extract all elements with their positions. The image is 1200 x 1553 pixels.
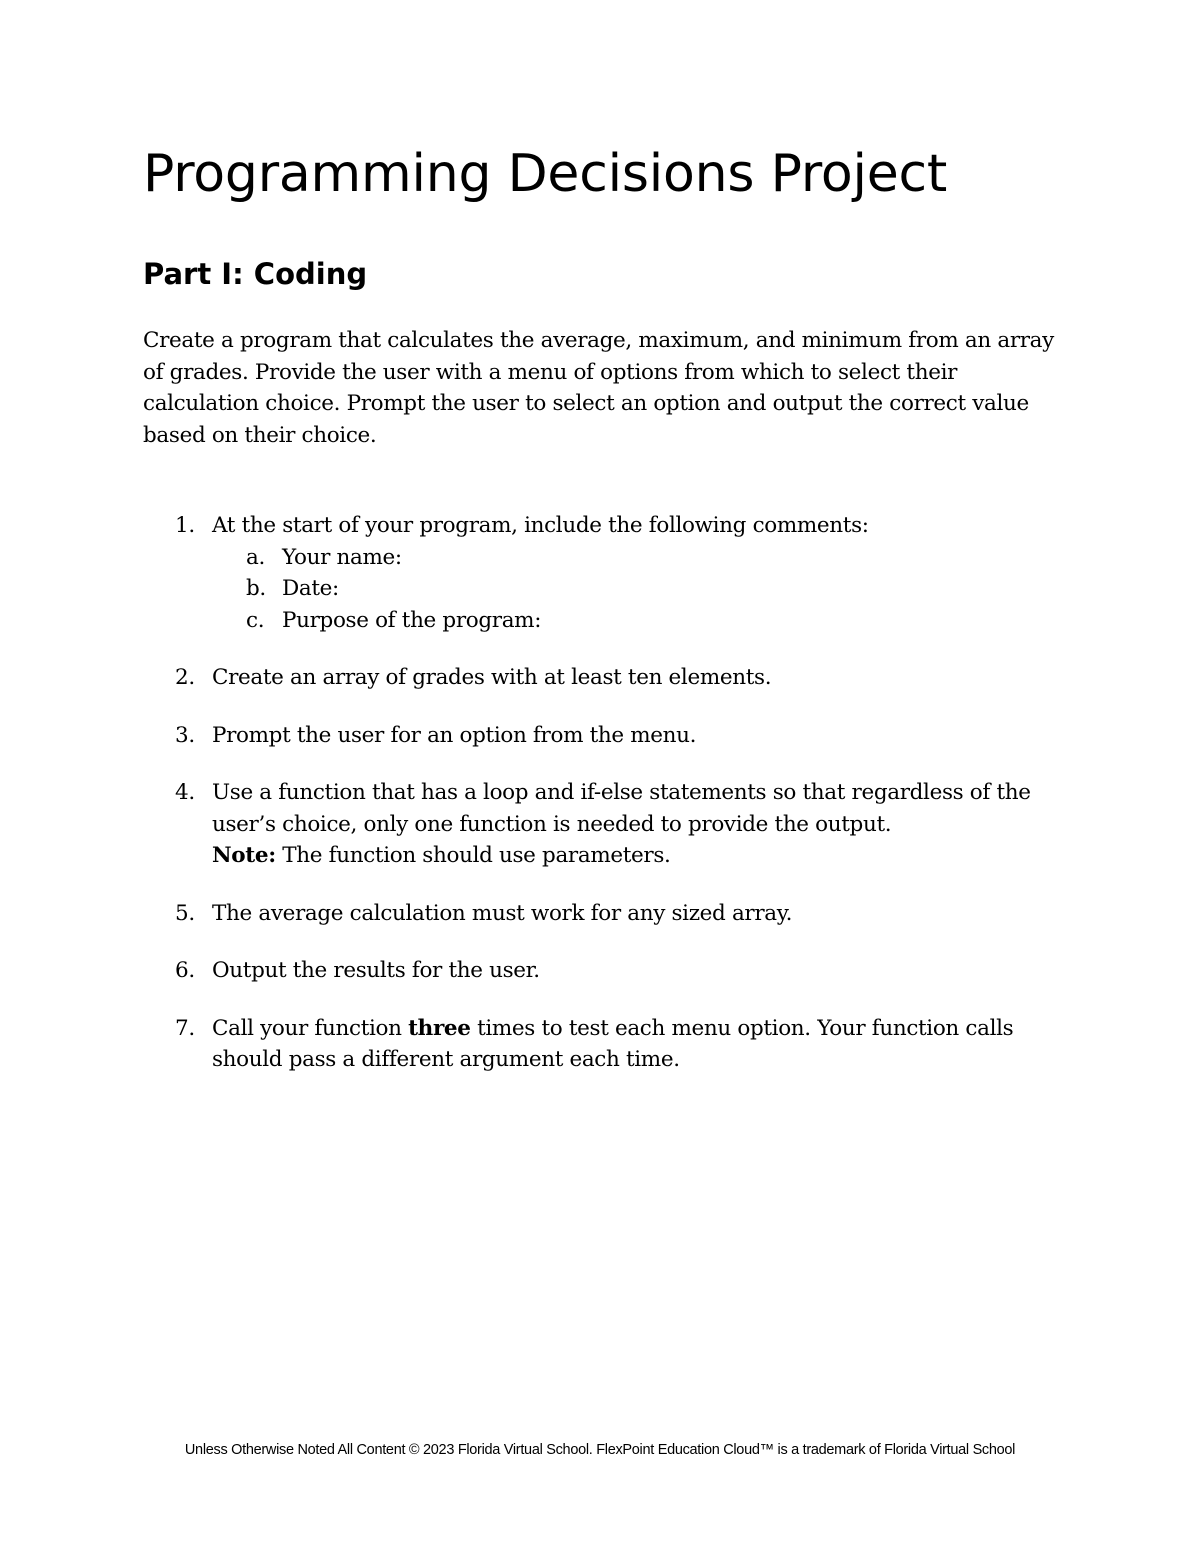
- sub-item-text: Your name:: [282, 544, 402, 570]
- list-number: 3.: [175, 722, 195, 748]
- list-item-7: [143, 1013, 1063, 1076]
- sub-item-text: Purpose of the program:: [282, 607, 542, 633]
- instruction-list: [143, 510, 1063, 1102]
- comment-sub-list: [212, 542, 1063, 637]
- note-text: The function should use parameters.: [275, 843, 671, 868]
- list-item-3: [143, 720, 1063, 752]
- copyright-footer: Unless Otherwise Noted All Content © 2023 Florida Virtual School. FlexPoint Education Cloud™ is a trademark of Florida Virtual School: [184, 1442, 1016, 1458]
- sub-item-c: [212, 605, 1063, 637]
- sub-item-letter: a.: [246, 544, 265, 570]
- emphasis-three: three: [408, 1015, 471, 1041]
- list-item-text: Output the results for the user.: [212, 958, 540, 983]
- note-line: [212, 840, 1063, 872]
- list-number: 6.: [175, 958, 195, 983]
- list-number: 1.: [175, 513, 195, 538]
- list-item-2: [143, 662, 1063, 694]
- document-title: Programming Decisions Project: [143, 144, 948, 204]
- list-number: 2.: [175, 665, 195, 690]
- list-item-1: [143, 510, 1063, 636]
- list-item-text-before: Call your function: [212, 1015, 409, 1041]
- list-item-text: At the start of your program, include the following comments:: [212, 513, 869, 538]
- list-number: 5.: [175, 900, 195, 926]
- list-item-text: Prompt the user for an option from the menu.: [212, 722, 697, 748]
- list-item-text: The average calculation must work for any sized array.: [212, 900, 793, 926]
- list-item-text-after: times to test each menu option. Your function calls should pass a different argument each time.: [212, 1015, 1014, 1072]
- sub-item-text: Date:: [282, 576, 339, 601]
- sub-item-a: [212, 542, 1063, 574]
- intro-paragraph: Create a program that calculates the average, maximum, and minimum from an array of grades. Provide the user with a menu of options from which to select their calculation choice. Prompt the user to select an option and output the correct value based on their choice.: [143, 328, 1054, 448]
- section-heading: Part I: Coding: [143, 257, 368, 291]
- list-item-5: [143, 898, 1063, 930]
- list-item-text: Use a function that has a loop and if-else statements so that regardless of the user’s choice, only one function is needed to provide the output.: [212, 780, 1031, 837]
- sub-item-b: [212, 573, 1063, 605]
- sub-item-letter: c.: [246, 607, 265, 633]
- list-number: 7.: [175, 1015, 195, 1041]
- sub-item-letter: b.: [246, 576, 266, 601]
- list-item-text: Create an array of grades with at least ten elements.: [212, 665, 772, 690]
- list-item-4: [143, 777, 1063, 872]
- list-item-6: [143, 955, 1063, 987]
- note-label: Note:: [212, 843, 276, 868]
- list-number: 4.: [175, 780, 195, 805]
